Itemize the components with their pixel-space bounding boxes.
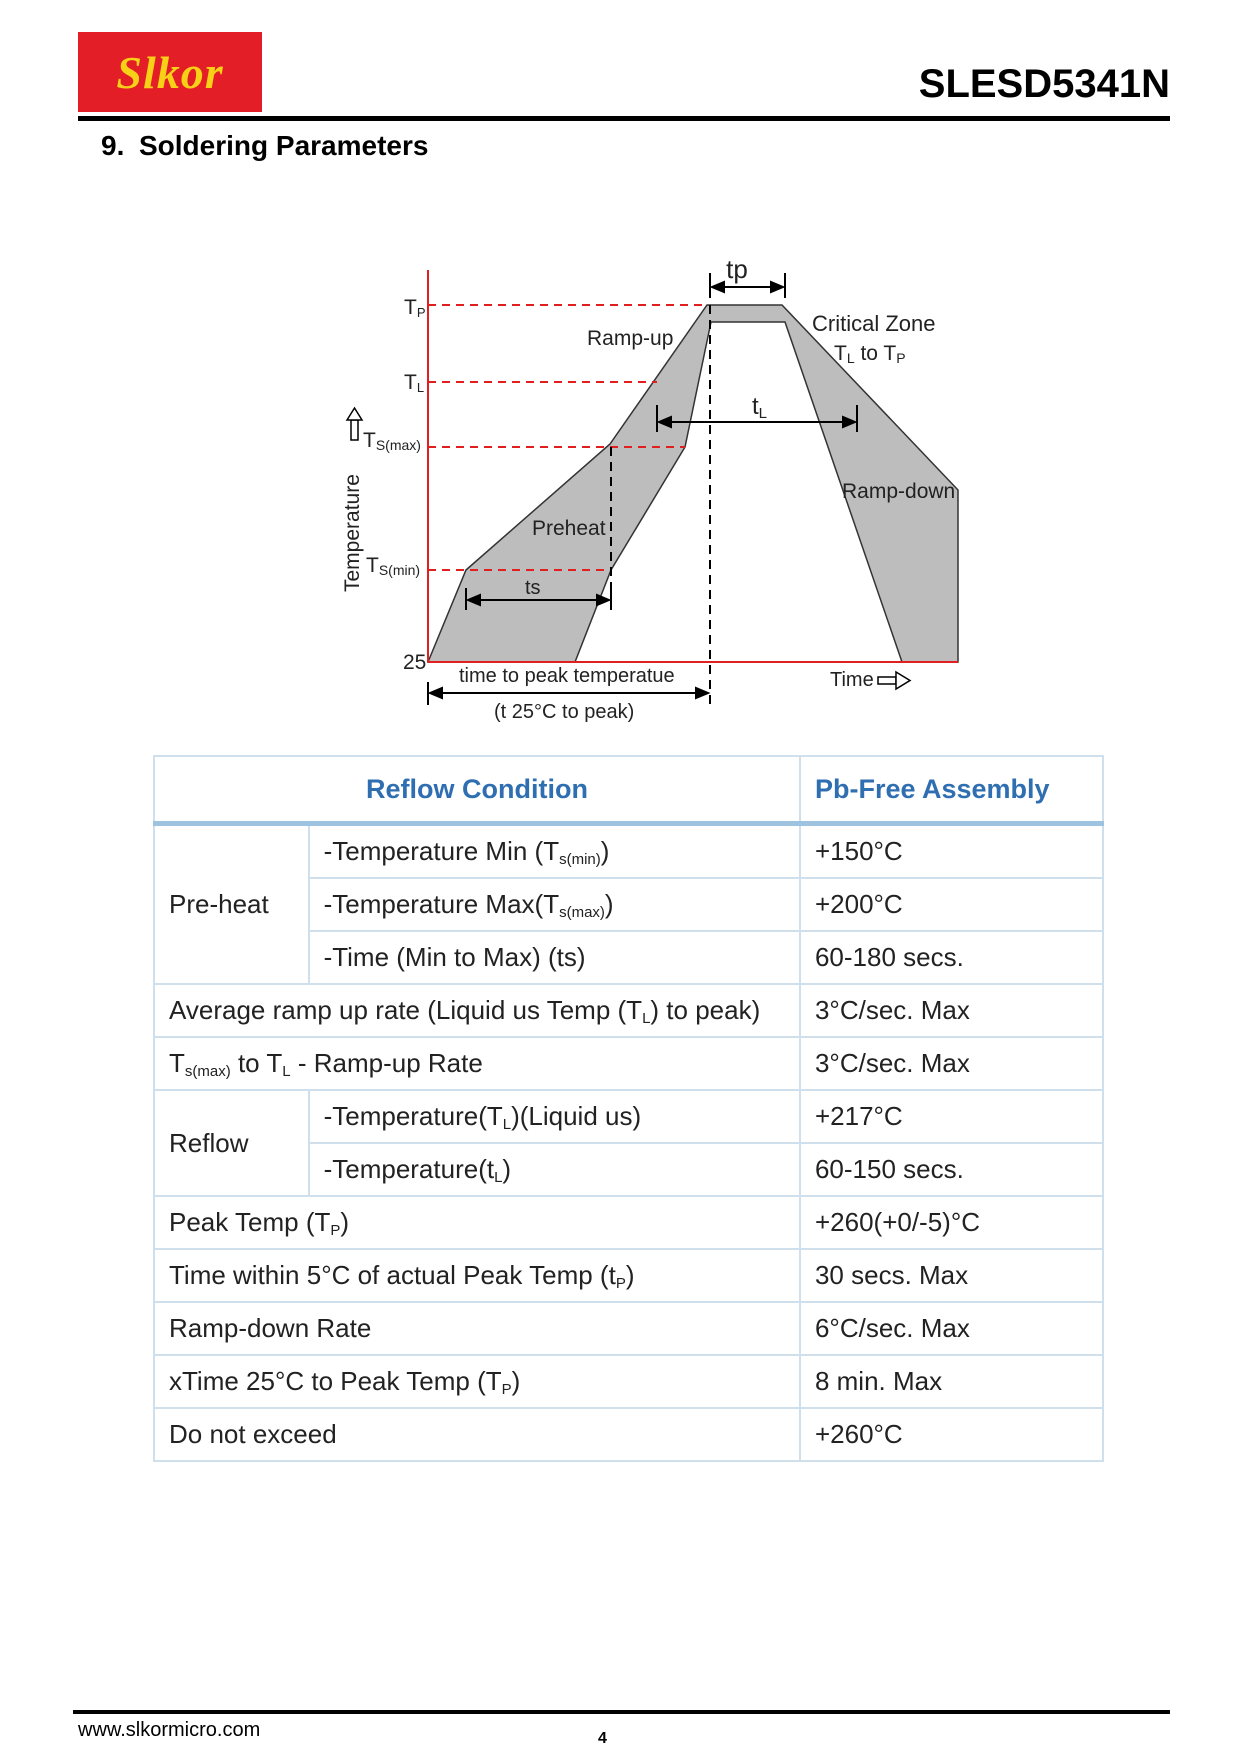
page-number: 4 <box>598 1730 607 1747</box>
footer-website: www.slkormicro.com <box>78 1719 261 1741</box>
label-tp: tp <box>726 254 748 284</box>
cell-condition: Peak Temp $(T_P)$ <box>154 1196 800 1249</box>
table-row <box>154 1037 1103 1090</box>
cell-condition: Average ramp up rate (Liquid us Temp $(T_L)$ to peak) <box>154 984 800 1037</box>
header-pb-free-assembly: Pb-Free Assembly <box>800 756 1103 824</box>
cell-value: 60-180 secs. <box>800 931 1103 984</box>
label-ts: ts <box>525 577 541 599</box>
table-row <box>154 1249 1103 1302</box>
cell-condition: $T_{s(max)}$ to $T_L$ - Ramp-up Rate <box>154 1037 800 1090</box>
cell-value: 30 secs. Max <box>800 1249 1103 1302</box>
table-row <box>154 1090 1103 1143</box>
label-temperature-axis: Temperature <box>341 474 364 592</box>
cell-value: 8 min. Max <box>800 1355 1103 1408</box>
time-arrow-icon <box>878 672 910 689</box>
footer-rule <box>73 1710 1170 1714</box>
logo-text: Slkor <box>116 46 224 98</box>
cell-value: +260°C <box>800 1408 1103 1461</box>
label-time-to-peak: time to peak temperatue <box>459 665 675 687</box>
cell-condition: $-Temperature(t_L)$ <box>309 1143 800 1196</box>
cell-condition: Do not exceed <box>154 1408 800 1461</box>
cell-value: 60-150 secs. <box>800 1143 1103 1196</box>
label-time-axis: Time <box>830 669 874 691</box>
cell-value: 3°C/sec. Max <box>800 1037 1103 1090</box>
table-row <box>154 1355 1103 1408</box>
cell-condition: xTime 25°C to Peak Temp $(T_P)$ <box>154 1355 800 1408</box>
cell-condition: -Temperature Min $(T_{s(min)})$ <box>309 824 800 879</box>
cell-value: +260(+0/-5)°C <box>800 1196 1103 1249</box>
label-tl: tL <box>752 393 768 422</box>
label-critical-zone: Critical Zone <box>812 311 936 336</box>
cell-value: +150°C <box>800 824 1103 879</box>
label-y-tsmin: TS(min) <box>366 554 421 578</box>
section-heading <box>101 130 428 162</box>
company-logo <box>78 32 262 112</box>
cell-condition: $-Temperature(T_L)(Liquid$ us) <box>309 1090 800 1143</box>
label-ramp-up: Ramp-up <box>587 327 674 350</box>
label-y-tsmax: TS(max) <box>363 429 421 453</box>
table-row <box>154 1408 1103 1461</box>
table-row <box>154 1196 1103 1249</box>
section-number: 9. <box>101 130 125 161</box>
label-y-tl: TL <box>404 371 425 395</box>
table-row <box>154 824 1103 879</box>
cell-condition: Ramp-down Rate <box>154 1302 800 1355</box>
header-reflow-condition: Reflow Condition <box>154 756 800 824</box>
part-number: SLESD5341N <box>918 62 1170 106</box>
table-header-row <box>154 756 1103 824</box>
label-y-tp: TP <box>404 296 426 320</box>
preheat-group-label: Pre-heat <box>154 824 309 985</box>
reflow-profile-diagram <box>330 240 990 730</box>
header-rule <box>78 116 1170 121</box>
table-row <box>154 984 1103 1037</box>
cell-value: 3°C/sec. Max <box>800 984 1103 1037</box>
label-t25-to-peak: (t 25°C to peak) <box>494 701 635 723</box>
cell-condition: -Temperature $Max(T_{s(max)})$ <box>309 878 800 931</box>
label-ramp-down: Ramp-down <box>842 480 956 503</box>
cell-value: +200°C <box>800 878 1103 931</box>
cell-condition: Time within 5°C of actual Peak Temp $(t_P)$ <box>154 1249 800 1302</box>
reflow-group-label: Reflow <box>154 1090 309 1196</box>
cell-value: 6°C/sec. Max <box>800 1302 1103 1355</box>
reflow-table <box>153 755 1104 1462</box>
label-preheat: Preheat <box>532 517 606 540</box>
cell-value: +217°C <box>800 1090 1103 1143</box>
temperature-arrow-icon <box>347 408 362 440</box>
label-critical-zone-range: TL to TP <box>834 342 906 366</box>
label-y-25: 25 <box>403 651 427 674</box>
table-row <box>154 1302 1103 1355</box>
section-title: Soldering Parameters <box>139 130 429 161</box>
cell-condition: -Time (Min to Max) (ts) <box>309 931 800 984</box>
